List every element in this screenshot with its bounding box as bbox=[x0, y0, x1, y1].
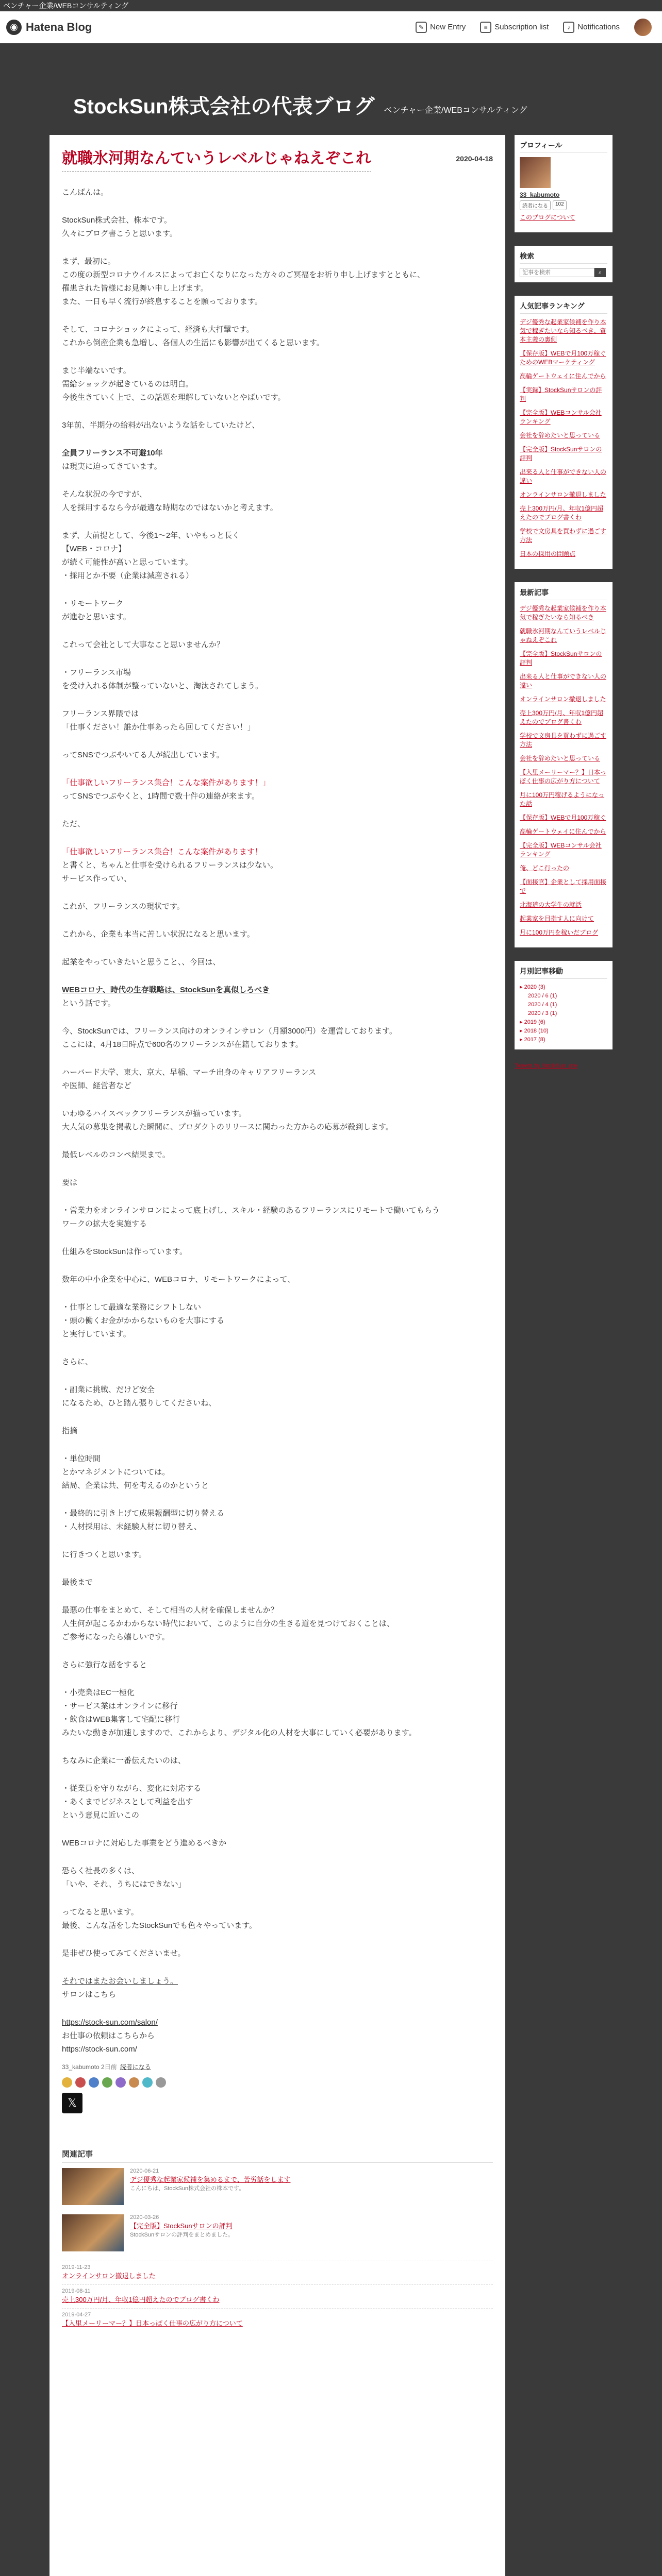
entry-title[interactable]: 就職氷河期なんていうレベルじゃねえぞこれ bbox=[62, 145, 371, 172]
avatar-icon[interactable] bbox=[102, 2077, 112, 2088]
entry-line: が進むと思います。 bbox=[62, 613, 131, 621]
share-by: 33_kabumoto 2日前 bbox=[62, 2063, 117, 2071]
search-icon[interactable]: ⌕ bbox=[594, 268, 606, 277]
entry-line: 最後、こんな話をしたStockSunでも色々やっています。 bbox=[62, 1921, 257, 1930]
recent-link[interactable]: 【保存版】WEBで月100万稼ぐ bbox=[520, 814, 606, 821]
related-title: 関連記事 bbox=[62, 2148, 493, 2163]
related-date: 2020-03-26 bbox=[130, 2214, 159, 2221]
search-widget bbox=[515, 246, 613, 282]
entry-line: ・飲食はWEB集客して宅配に移行 bbox=[62, 1715, 180, 1724]
twitter-link[interactable]: Tweets by StockSun_pre bbox=[515, 1063, 577, 1069]
entry-line: 恐らく社長の多くは、 bbox=[62, 1867, 140, 1875]
archive-year[interactable]: ▸ 2020 (3) bbox=[520, 984, 545, 990]
recent-link[interactable]: 【面接官】企業として採用面接で bbox=[520, 878, 607, 894]
recent-link[interactable]: オンラインサロン撤退しました bbox=[520, 696, 606, 703]
entry-line: 仕組みをStockSunは作っています。 bbox=[62, 1247, 188, 1256]
entry-line: は現実に迫ってきています。 bbox=[62, 462, 162, 471]
entry-line: サービス作ってい、 bbox=[62, 874, 132, 883]
related-row[interactable] bbox=[62, 2284, 493, 2304]
popular-link[interactable]: 【実録】StockSunサロンの評判 bbox=[520, 386, 602, 402]
archive-month[interactable]: 2020 / 3 (1) bbox=[528, 1010, 557, 1016]
entry-line: 是非ぜひ使ってみてくださいませ。 bbox=[62, 1949, 186, 1958]
entry-line: WEBコロナに対応した事業をどう進めるべきか bbox=[62, 1839, 227, 1848]
hatena-brand: Hatena Blog bbox=[26, 20, 92, 33]
entry-line: そして、コロナショックによって、経済も大打撃です。 bbox=[62, 325, 254, 334]
archive-year-label[interactable]: 2018 (10) bbox=[524, 1028, 549, 1034]
recent-link[interactable]: 就職氷河期なんていうレベルじゃねえぞこれ bbox=[520, 628, 607, 643]
user-avatar[interactable] bbox=[634, 19, 652, 36]
popular-link[interactable]: 売上300万円/月、年収1億円超えたのでブログ書くわ bbox=[520, 505, 604, 521]
recent-link[interactable]: 売上300万円/月、年収1億円超えたのでブログ書くわ bbox=[520, 709, 604, 725]
popular-widget bbox=[515, 296, 613, 569]
popular-link[interactable]: 【保存版】WEBで月100万稼ぐためのWEBマーケティング bbox=[520, 350, 606, 366]
entry-line: 「仕事欲しいフリーランス集合！こんな案件があります！」 bbox=[62, 778, 270, 787]
recent-link[interactable]: 【完全版】StockSunサロンの評判 bbox=[520, 650, 602, 666]
avatar-icon[interactable] bbox=[142, 2077, 153, 2088]
x-share-icon[interactable]: 𝕏 bbox=[62, 2093, 82, 2113]
entry-line: を受け入れる体制が整っていないと、淘汰されてしまう。 bbox=[62, 682, 263, 690]
related-link[interactable]: 【完全版】StockSunサロンの評判 bbox=[130, 2222, 233, 2230]
entry-line: 人を採用するなら今が最適な時期なのではないかと考えます。 bbox=[62, 503, 278, 512]
profile-image[interactable] bbox=[520, 157, 551, 188]
entry-line: ・単位時間 bbox=[62, 1454, 101, 1463]
entry-line: ・サービス業はオンラインに移行 bbox=[62, 1702, 178, 1710]
recent-link[interactable]: 学校で文房具を買わずに過ごす方法 bbox=[520, 732, 607, 748]
recent-link[interactable]: 【完全版】WEBコンサル会社ランキング bbox=[520, 842, 602, 858]
star-row bbox=[62, 2077, 493, 2088]
notifications-label: Notifications bbox=[577, 23, 620, 31]
profile-title: プロフィール bbox=[520, 140, 607, 153]
entry-line: や医師、経営者など bbox=[62, 1081, 132, 1090]
related-desc: こんにちは、StockSun株式会社の株本です。 bbox=[130, 2185, 245, 2192]
entry-link[interactable]: それではまたお会いしましょう。 bbox=[62, 1977, 178, 1986]
about-blog-link[interactable]: このブログについて bbox=[520, 214, 575, 221]
related-row[interactable] bbox=[62, 2308, 493, 2328]
search-title: 検索 bbox=[520, 251, 607, 264]
related-link[interactable]: デジ優秀な起業家候補を集めるまで、苦労話をします bbox=[130, 2176, 291, 2183]
entry-line: 3年前、半期分の給料が出ないような話をしていたけど、 bbox=[62, 421, 260, 430]
recent-link[interactable]: 高輪ゲートウェイに住んでから bbox=[520, 828, 606, 835]
popular-link[interactable]: 会社を辞めたいと思っている bbox=[520, 432, 601, 439]
entry-line: ・頭の働くお金がかからないものを大事にする bbox=[62, 1316, 225, 1325]
recent-link[interactable]: デジ優秀な起業家候補を作り本気で稼ぎたいなら知るべき bbox=[520, 605, 606, 621]
subscription-label: Subscription list bbox=[494, 23, 549, 31]
popular-link[interactable]: デジ優秀な起業家候補を作り本気で稼ぎたいなら知るべき、資本主義の裏側 bbox=[520, 318, 606, 343]
related-row[interactable] bbox=[62, 2261, 493, 2280]
entry-line: さらに強行な話をすると bbox=[62, 1660, 147, 1669]
entry-line: こんばんは。 bbox=[62, 188, 109, 197]
entry-line: まず、大前提として、今後1〜2年、いやもっと長く bbox=[62, 531, 240, 540]
entry-line: ここには、4月18日時点で600名のフリーランスが在籍しております。 bbox=[62, 1040, 303, 1049]
entry-line: ・仕事として最適な業務にシフトしない bbox=[62, 1303, 202, 1312]
entry-line: 最低レベルのコンペ結果まで。 bbox=[62, 1150, 170, 1159]
archive-year-label[interactable]: 2019 (6) bbox=[524, 1019, 545, 1025]
popular-link[interactable]: 学校で文房具を買わずに過ごす方法 bbox=[520, 528, 607, 544]
entry-line: これから、企業も本当に苦しい状況になると思います。 bbox=[62, 930, 255, 939]
entry-link[interactable]: https://stock-sun.com/salon/ bbox=[62, 2018, 158, 2027]
entry-line: ってなると思います。 bbox=[62, 1908, 139, 1917]
entry-line: が続く可能性が高いと思っています。 bbox=[62, 558, 193, 567]
new-entry-button[interactable] bbox=[416, 22, 466, 33]
archive-year[interactable]: ▸ 2017 (8) bbox=[520, 1037, 545, 1043]
entry-line: 最悪の仕事をまとめて、そして相当の人材を確保しませんか？ bbox=[62, 1606, 278, 1615]
reader-button[interactable]: 読者になる bbox=[520, 200, 551, 210]
entry-line: 今後生きていく上で、この話題を理解していないとやばいです。 bbox=[62, 393, 286, 402]
profile-name[interactable]: 33_kabumoto bbox=[520, 191, 560, 198]
archive-title: 月別記事移動 bbox=[520, 966, 607, 979]
entry-line: 数年の中小企業を中心に、WEBコロナ、リモートワークによって、 bbox=[62, 1275, 295, 1284]
new-entry-label: New Entry bbox=[430, 23, 466, 31]
entry-line: 起業をやっていきたいと思うこと、、今回は、 bbox=[62, 958, 221, 967]
entry-line: と書くと、ちゃんと仕事を受けられるフリーランスは少ない。 bbox=[62, 861, 278, 870]
blog-title[interactable]: StockSun株式会社の代表ブログ bbox=[73, 95, 375, 118]
popular-link[interactable]: 【完全版】WEBコンサル会社ランキング bbox=[520, 409, 602, 425]
recent-link[interactable]: 会社を辞めたいと思っている bbox=[520, 755, 601, 762]
entry-line: 【WEB・コロナ】 bbox=[62, 545, 126, 553]
entry-line: ・副業に挑戦、だけど安全 bbox=[62, 1385, 155, 1394]
entry-line: ・採用とか不要（企業は減産される） bbox=[62, 571, 194, 580]
entry-line: ・小売業はEC一極化 bbox=[62, 1688, 135, 1697]
avatar-icon[interactable] bbox=[115, 2077, 126, 2088]
subscription-list-button[interactable] bbox=[480, 22, 549, 33]
entry-line: 指摘 bbox=[62, 1427, 78, 1435]
entry-line: 需給ショックが起きているのは明白。 bbox=[62, 380, 193, 388]
recent-link[interactable]: 出来る人と仕事ができない人の違い bbox=[520, 673, 607, 689]
related-link[interactable]: 売上300万円/月、年収1億円超えたのでブログ書くわ bbox=[62, 2296, 220, 2303]
notifications-button[interactable] bbox=[563, 22, 620, 33]
entry-line: 罹患された皆様にお見舞い申し上げます。 bbox=[62, 284, 208, 293]
entry-line: ってSNSでつぶやくと、1時間で数十件の連絡が来ます。 bbox=[62, 792, 259, 801]
related-date: 2019-04-27 bbox=[62, 2312, 91, 2318]
archive-year-label[interactable]: 2017 (8) bbox=[524, 1037, 545, 1043]
entry-line: これって会社として大事なこと思いませんか？ bbox=[62, 640, 225, 649]
avatar-icon[interactable] bbox=[129, 2077, 139, 2088]
recent-link[interactable]: 月に100万円稼げるようになった話 bbox=[520, 791, 605, 807]
avatar-icon[interactable] bbox=[89, 2077, 99, 2088]
archive-month[interactable]: 2020 / 4 (1) bbox=[528, 1002, 557, 1008]
related-date: 2020-06-21 bbox=[130, 2168, 159, 2174]
entry-line: ただ、 bbox=[62, 820, 86, 828]
archive-year[interactable]: ▸ 2019 (6) bbox=[520, 1019, 545, 1025]
entry-line: 「仕事欲しいフリーランス集合！こんな案件があります！ bbox=[62, 848, 262, 856]
entry-line: https://stock-sun.com/ bbox=[62, 2045, 137, 2054]
entry-line: 人生何が起こるかわからない時代において、このように自分の生きる道を見つけておくことは、 bbox=[62, 1619, 394, 1628]
avatar-icon[interactable] bbox=[156, 2077, 166, 2088]
archive-year-label[interactable]: 2020 (3) bbox=[524, 984, 545, 990]
popular-title: 人気記事ランキング bbox=[520, 301, 607, 314]
entry-line: ・フリーランス市場 bbox=[62, 668, 131, 677]
entry-line: この度の新型コロナウイルスによってお亡くなりになった方々のご冥福をお祈り申し上げますとともに、 bbox=[62, 270, 425, 279]
entry-line: ・人材採用は、未経験人材に切り替え、 bbox=[62, 1522, 202, 1531]
popular-link[interactable]: 高輪ゲートウェイに住んでから bbox=[520, 372, 606, 380]
entry-line: まず、最初に。 bbox=[62, 257, 115, 266]
related-link[interactable]: オンラインサロン撤退しました bbox=[62, 2272, 156, 2280]
related-desc: StockSunサロンの評判をまとめました。 bbox=[130, 2232, 234, 2238]
entry-line: 結局、企業は共、何を考えるのかというと bbox=[62, 1481, 209, 1490]
blog-header bbox=[73, 43, 589, 120]
entry-line: 今、StockSunでは、フリーランス向けのオンラインサロン（月額3000円）を運営しております。 bbox=[62, 1027, 397, 1036]
entry-line: に行きつくと思います。 bbox=[62, 1550, 146, 1559]
entry-line: ・あくまでビジネスとして利益を出す bbox=[62, 1798, 193, 1806]
related-date: 2019-08-11 bbox=[62, 2288, 91, 2294]
related-item[interactable] bbox=[62, 2168, 493, 2205]
entry-line: サロンはこちら bbox=[62, 1990, 117, 1999]
entry-line: 「仕事ください！誰か仕事あったら回してください！」 bbox=[62, 723, 255, 732]
entry-line: これから倒産企業も急増し、各個人の生活にも影響が出てくると思います。 bbox=[62, 338, 324, 347]
entry-body bbox=[62, 186, 493, 2056]
entry-line: とかマネジメントについては。 bbox=[62, 1468, 170, 1477]
recent-title: 最新記事 bbox=[520, 587, 607, 600]
entry-line: 「いや、それ、うちにはできない」 bbox=[62, 1880, 186, 1889]
entry-line: ・リモートワーク bbox=[62, 599, 124, 608]
entry-line: ってSNSでつぶやいてる人が続出しています。 bbox=[62, 751, 224, 759]
entry-line: 大人気の募集を掲載した瞬間に、プロダクトのリリースに関わった方からの応募が殺到します。 bbox=[62, 1123, 393, 1131]
entry-line: と実行しています。 bbox=[62, 1330, 131, 1338]
entry-line: いわゆるハイスペックフリーランスが揃っています。 bbox=[62, 1109, 246, 1118]
top-strip: ベンチャー企業/WEBコンサルティング bbox=[0, 0, 662, 11]
entry-date[interactable]: 2020-04-18 bbox=[456, 155, 493, 163]
entry bbox=[49, 135, 505, 2124]
entry-line: になるため、ひと踏ん張りしてくださいね、 bbox=[62, 1399, 217, 1408]
related-thumbnail[interactable] bbox=[62, 2168, 124, 2205]
related-date: 2019-11-23 bbox=[62, 2264, 91, 2270]
hatena-logo[interactable] bbox=[6, 20, 92, 35]
popular-link[interactable]: 【完全版】StockSunサロンの評判 bbox=[520, 446, 602, 462]
entry-line: また、一日も早く流行が終息することを願っております。 bbox=[62, 297, 262, 306]
entry-line: という話です。 bbox=[62, 999, 115, 1008]
entry-line: StockSun株式会社、株本です。 bbox=[62, 216, 172, 225]
entry-line: ご参考になったら嬉しいです。 bbox=[62, 1633, 170, 1641]
popular-link[interactable]: 出来る人と仕事ができない人の違い bbox=[520, 468, 607, 484]
entry-line: ちなみに企業に一番伝えたいのは、 bbox=[62, 1756, 186, 1765]
entry-line: フリーランス界隈では bbox=[62, 709, 139, 718]
related-link[interactable]: 【入里メーリーマー？】日本っぽく仕事の広がり方について bbox=[62, 2319, 243, 2327]
recent-link[interactable]: 北海道の大学生の就活 bbox=[520, 901, 582, 908]
star-icon[interactable] bbox=[62, 2077, 72, 2088]
entry-line: ・営業力をオンラインサロンによって底上げし、スキル・経験のあるフリーランスにリモートで働いてもらう bbox=[62, 1206, 440, 1215]
bell-icon: ♪ bbox=[563, 22, 574, 33]
blog-description: ベンチャー企業/WEBコンサルティング bbox=[384, 106, 527, 115]
recent-link[interactable]: 月に100万円を稼いだブログ bbox=[520, 929, 599, 936]
entry-line: さらに、 bbox=[62, 1358, 93, 1366]
related-item[interactable] bbox=[62, 2214, 493, 2251]
entry-line: みたいな動きが加速しますので、これからより、デジタル化の人材を大事にしていく必要があります。 bbox=[62, 1728, 417, 1737]
entry-line: 要は bbox=[62, 1178, 78, 1187]
hatena-bar bbox=[0, 11, 662, 43]
recent-link[interactable]: 俺、どこ行ったの bbox=[520, 865, 570, 872]
entry-line: WEBコロナ、時代の生存戦略は、StockSunを真似しろべき bbox=[62, 986, 270, 994]
entry-line: 久々にブログ書こうと思います。 bbox=[62, 229, 177, 238]
entry-line: まじ半端ないです。 bbox=[62, 366, 131, 375]
reader-count: 102 bbox=[553, 200, 567, 210]
entry-line: そんな状況の今ですが、 bbox=[62, 490, 147, 499]
related-thumbnail[interactable] bbox=[62, 2214, 124, 2251]
archive-widget bbox=[515, 961, 613, 1049]
pencil-icon: ✎ bbox=[416, 22, 427, 33]
entry-line: ワークの拡大を実施する bbox=[62, 1219, 147, 1228]
list-icon: ≡ bbox=[480, 22, 491, 33]
entry-line: 最後まで bbox=[62, 1578, 93, 1587]
subscribe-link[interactable]: 読者になる bbox=[120, 2063, 151, 2071]
entry-line: これが、フリーランスの現状です。 bbox=[62, 902, 185, 911]
entry-line: お仕事の依頼はこちらから bbox=[62, 2031, 155, 2040]
share-row bbox=[62, 2062, 493, 2071]
sidebar bbox=[515, 135, 613, 2576]
popular-link[interactable]: 日本の採用の問題点 bbox=[520, 550, 576, 557]
hatena-logo-icon: ◉ bbox=[6, 20, 22, 35]
search-input[interactable] bbox=[520, 268, 594, 277]
recent-widget bbox=[515, 582, 613, 947]
entry-line: ・従業員を守りながら、変化に対応する bbox=[62, 1784, 202, 1793]
profile-widget bbox=[515, 135, 613, 232]
entry-line: 全員フリーランス不可避10年 bbox=[62, 449, 163, 457]
main-content bbox=[49, 135, 505, 2576]
recent-link[interactable]: 【入里メーリーマー？】日本っぽく仕事の広がり方について bbox=[520, 769, 607, 785]
related-articles bbox=[49, 2148, 505, 2328]
entry-line: という意見に近いこの bbox=[62, 1811, 140, 1820]
avatar-icon[interactable] bbox=[75, 2077, 86, 2088]
recent-link[interactable]: 起業家を目指す人に向けて bbox=[520, 915, 594, 922]
popular-link[interactable]: オンラインサロン撤退しました bbox=[520, 491, 606, 498]
archive-month[interactable]: 2020 / 6 (1) bbox=[528, 993, 557, 999]
archive-year[interactable]: ▸ 2018 (10) bbox=[520, 1028, 549, 1034]
entry-line: ・最終的に引き上げて成果報酬型に切り替える bbox=[62, 1509, 225, 1518]
entry-line: ハーバード大学、東大、京大、早稲、マーチ出身のキャリアフリーランス bbox=[62, 1068, 317, 1077]
